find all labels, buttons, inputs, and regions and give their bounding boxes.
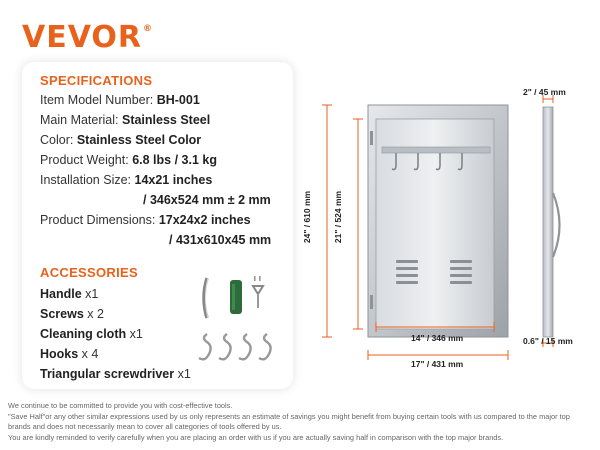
disclaimer-line-1: We continue to be committed to provide you with cost-effective tools. bbox=[8, 401, 233, 410]
spec-row-product-dimensions: Product Dimensions: 17x24x2 inches bbox=[40, 213, 251, 227]
brand-name: VEVOR bbox=[22, 20, 143, 55]
spec-row-weight: Product Weight: 6.8 lbs / 3.1 kg bbox=[40, 153, 217, 167]
spec-row-installation-size: Installation Size: 14x21 inches bbox=[40, 173, 213, 187]
spec-row-color: Color: Stainless Steel Color bbox=[40, 133, 202, 147]
dim-overall-height: 24" / 610 mm bbox=[302, 190, 312, 244]
accessory-hooks: Hooks x 4 bbox=[40, 347, 99, 361]
dim-inner-height: 21" / 524 mm bbox=[333, 190, 343, 244]
dim-inner-width: 14" / 346 mm bbox=[411, 333, 464, 343]
dim-depth-top: 2" / 45 mm bbox=[523, 87, 566, 97]
hooks-icon bbox=[199, 334, 271, 359]
screws-icon bbox=[254, 276, 261, 281]
disclaimer bbox=[8, 401, 594, 443]
dim-depth-bottom: 0.6" / 15 mm bbox=[523, 336, 573, 346]
specifications-title: SPECIFICATIONS bbox=[40, 73, 153, 88]
accessory-screwdriver: Triangular screwdriver x1 bbox=[40, 367, 191, 381]
spec-row-model: Item Model Number: BH-001 bbox=[40, 93, 200, 107]
screwdriver-icon bbox=[253, 286, 263, 308]
spec-product-dimensions-mm: / 431x610x45 mm bbox=[169, 233, 272, 247]
accessory-handle: Handle x1 bbox=[40, 287, 99, 301]
cleaning-cloth-icon bbox=[230, 280, 242, 314]
spec-card bbox=[22, 62, 293, 389]
handle-icon bbox=[204, 278, 208, 318]
registered-mark: ® bbox=[143, 24, 154, 34]
accessory-cleaning-cloth: Cleaning cloth x1 bbox=[40, 327, 143, 341]
spec-installation-size-mm: / 346x524 mm ± 2 mm bbox=[143, 193, 271, 207]
disclaimer-line-3: You are kindly reminded to verify carefully when you are placing an order with us if you are actually saving half in comparison with the top major brands. bbox=[8, 432, 504, 442]
accessories-illustration bbox=[197, 274, 287, 384]
dim-overall-width: 17" / 431 mm bbox=[411, 359, 464, 369]
disclaimer-line-2: "Save Half"or any other similar expressions used by us only represents an estimate of savings you might benefit from buying certain tools with us compared to the major top brands and does not necessarily mean to cover all categories of tools offered by us. bbox=[8, 411, 570, 432]
door-front-view bbox=[368, 105, 508, 337]
accessory-screws: Screws x 2 bbox=[40, 307, 104, 321]
spec-row-material: Main Material: Stainless Steel bbox=[40, 113, 211, 127]
door-side-view bbox=[543, 107, 560, 337]
vevor-logo bbox=[22, 20, 153, 55]
accessories-title: ACCESSORIES bbox=[40, 265, 138, 280]
